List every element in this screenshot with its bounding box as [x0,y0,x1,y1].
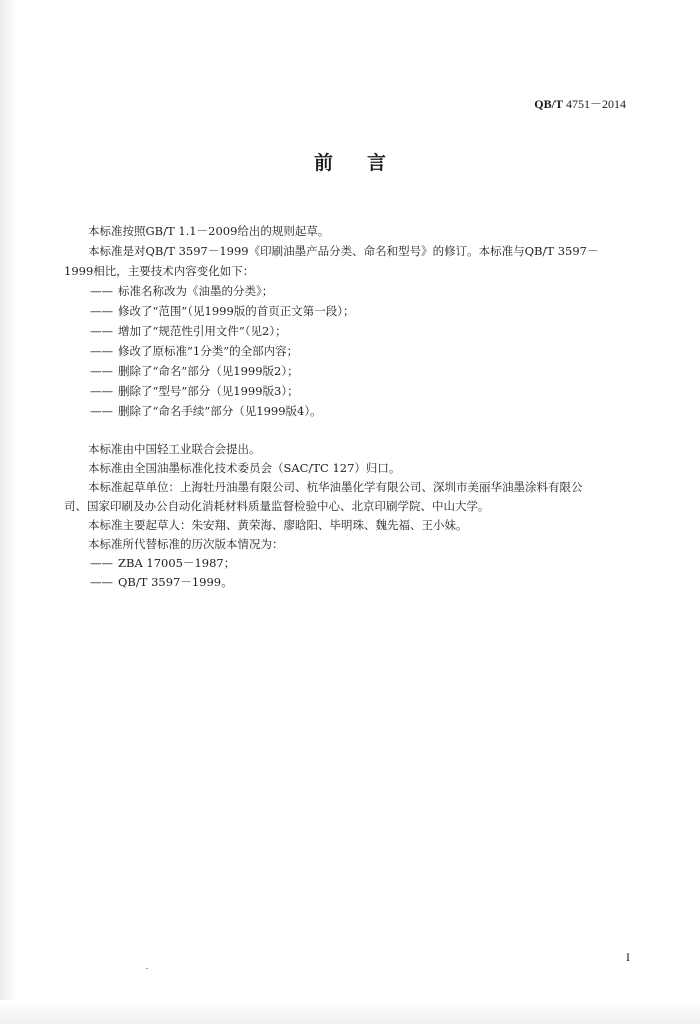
history-item [90,572,233,592]
title-char-1: 前 [313,152,333,174]
paragraph-drafting-units-line-1: 本标准起草单位：上海牡丹油墨有限公司、杭华油墨化学有限公司、深圳市美丽华油墨涂料有限公 [88,480,583,494]
standard-code [534,95,626,112]
change-item-text: 标准名称改为《油墨的分类》； [118,284,274,298]
change-item-text: 增加了“规范性引用文件”（见2）； [118,324,287,338]
change-item [90,361,299,381]
dash-mark: —— [90,324,113,338]
change-item [90,321,287,341]
dash-mark: —— [90,304,113,318]
history-item-text: ZBA 17005－1987； [118,556,236,570]
change-item-text: 删除了“命名”部分（见1999版2）； [118,364,299,378]
change-item [90,281,273,301]
change-item [90,341,298,361]
change-item-text: 删除了“命名手续”部分（见1999版4）。 [118,404,322,418]
change-item-text: 修改了原标准“1分类”的全部内容； [118,344,299,358]
paragraph-committee: 本标准由全国油墨标准化技术委员会（SAC/TC 127）归口。 [88,461,401,475]
change-item [90,301,355,321]
dash-mark: —— [90,344,113,358]
history-item-text: QB/T 3597－1999。 [118,575,233,589]
change-item-text: 修改了“范围”（见1999版的首页正文第一段）； [118,304,355,318]
paragraph-drafting-units-line-2: 司、国家印刷及办公自动化消耗材料质量监督检验中心、北京印刷学院、中山大学。 [64,499,490,513]
paragraph-revision-line-1: 本标准是对QB/T 3597－1999《印刷油墨产品分类、命名和型号》的修订。本标准与QB/T 3597－ [88,244,599,258]
title-char-2: 言 [367,152,387,174]
dash-mark: —— [90,575,113,589]
page-title [0,148,700,175]
paragraph-drafters: 本标准主要起草人：朱安翔、黄荣海、廖晗阳、毕明珠、魏先福、王小妹。 [88,518,468,532]
dash-mark: —— [90,284,113,298]
dash-mark: —— [90,556,113,570]
history-item [90,553,235,573]
page-number: I [626,950,630,964]
scan-shadow-bottom [0,1000,700,1024]
paragraph-revision-line-2: 1999相比，主要技术内容变化如下： [64,264,255,278]
scan-speck [146,968,148,969]
paragraph-drafting-rules: 本标准按照GB/T 1.1－2009给出的规则起草。 [88,224,330,238]
change-item [90,401,322,421]
paragraph-proposer: 本标准由中国轻工业联合会提出。 [88,442,261,456]
dash-mark: —— [90,364,113,378]
standard-code-number: 4751－2014 [562,97,626,111]
standard-code-prefix: QB/T [534,97,563,111]
dash-mark: —— [90,384,113,398]
change-item [90,381,299,401]
change-item-text: 删除了“型号”部分（见1999版3）； [118,384,299,398]
dash-mark: —— [90,404,113,418]
paragraph-replaced-versions: 本标准所代替标准的历次版本情况为： [88,537,284,551]
